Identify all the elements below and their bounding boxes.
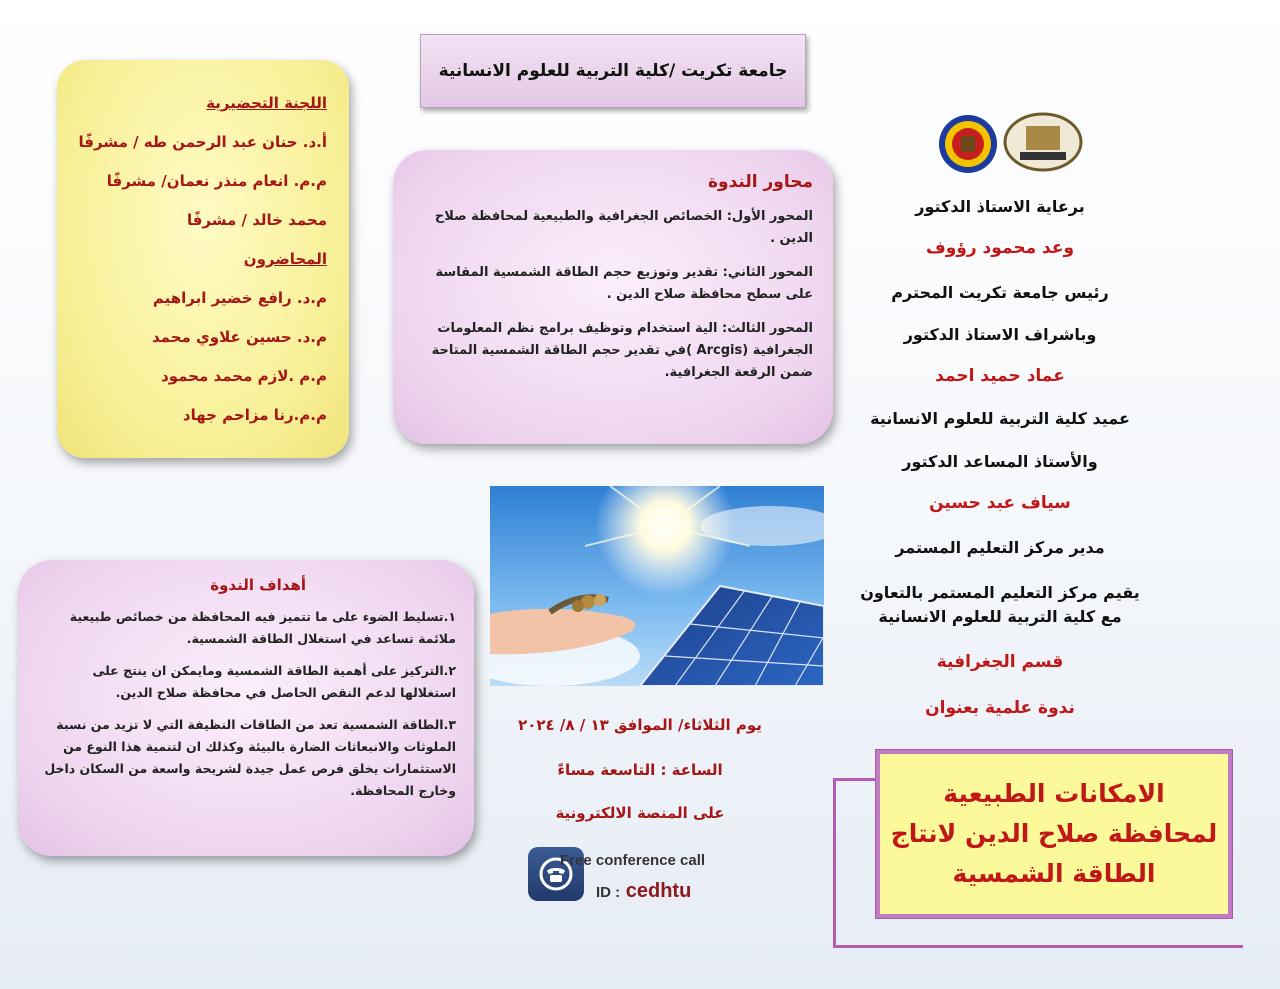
axis-item: المحور الثاني: تقدير وتوزيع حجم الطاقة الشمسية المقاسة على سطح محافظة صلاح الدين . [435,265,813,302]
seminar-goals-card [18,560,474,856]
sponsor-name: عماد حميد احمد [935,366,1065,386]
sponsor-line: والأستاذ المساعد الدكتور [902,452,1098,471]
department-name: قسم الجغرافية [936,652,1064,672]
sponsor-line: يقيم مركز التعليم المستمر بالتعاون مع كلية التربية للعلوم الانسانية [860,583,1140,626]
lecturer: م.م.رنا مزاحم جهاد [182,406,327,424]
prep-committee-heading: اللجنة التحضيرية [206,94,327,112]
sponsor-name: سياف عبد حسين [929,493,1071,513]
seminar-title: الامكانات الطبيعية لمحافظة صلاح الدين لانتاج الطاقة الشمسية [890,779,1218,888]
committee-member: أ.د. حنان عبد الرحمن طه / مشرفًا [78,133,327,151]
lecturers-heading: المحاضرون [243,250,327,268]
lecturer: م.م .لازم محمد محمود [161,367,327,385]
sponsor-line: رئيس جامعة تكريت المحترم [891,283,1109,302]
event-date: يوم الثلاثاء/ الموافق ١٣ / ٨/ ٢٠٢٤ [518,716,762,734]
sponsor-line: عميد كلية التربية للعلوم الانسانية [870,409,1130,428]
goal-item: ٢.التركيز على أهمية الطاقة الشمسية ومايمكن ان ينتج على استغلالها لدعم النقص الحاصل في محافظة صلاح الدين. [92,663,456,700]
seminar-intro: ندوة علمية بعنوان [925,698,1075,718]
logos [928,110,1108,174]
university-name: جامعة تكريت /كلية التربية للعلوم الانسانية [438,61,788,81]
conference-label: Free conference call [560,852,706,869]
event-time: الساعة : التاسعة مساءً [557,761,723,779]
goals-title: أهداف الندوة [210,576,306,594]
conference-id-value: cedhtu [625,880,692,902]
conference-id [596,880,756,903]
conference-id-label: ID : [596,884,621,901]
sponsor-name: وعد محمود رؤوف [925,238,1075,258]
committee-card [57,60,349,458]
goal-item: ٣.الطاقة الشمسية تعد من الطاقات النظيفة التي لا تزيد من نسبة الملوثات والانبعاثات الضارة بالبيئة وكذلك ان لتنمية هذا النوع من الاستثمارات يخلق فرص عمل جيدة لشريحة واسعة من السكان داخل وخارج المحافظة. [44,717,456,798]
axes-title: محاور الندوة [707,172,813,192]
solar-panel-image [490,486,824,686]
sponsor-line: وباشراف الاستاذ الدكتور [903,325,1097,344]
event-platform: على المنصة الالكترونية [555,804,725,822]
university-banner [420,34,806,108]
committee-member: محمد خالد / مشرفًا [186,211,327,229]
axis-item: المحور الأول: الخصائص الجغرافية والطبيعية لمحافظة صلاح الدين . [434,209,813,246]
axis-item: المحور الثالث: الية استخدام وتوظيف برامج نظم المعلومات الجغرافية (Arcgis )في تقدير حجم الطاقة الشمسية المتاحة ضمن الرقعة الجغرافية. [431,321,813,380]
sponsor-line: مدير مركز التعليم المستمر [895,538,1105,557]
seminar-title-box [876,750,1232,918]
title-frame-top [833,778,881,781]
goal-item: ١.تسليط الضوء على ما تتميز فيه المحافظة من خصائص طبيعية ملائمة تساعد في استغلال الطاقة الشمسية. [69,609,456,646]
lecturer: م.د. رافع خضير ابراهيم [152,289,327,307]
sponsor-line: برعاية الاستاذ الدكتور [915,197,1085,216]
committee-member: م.م. انعام منذر نعمان/ مشرفًا [106,172,327,190]
seminar-axes-card [393,150,833,444]
lecturer: م.د. حسين علاوي محمد [152,328,327,346]
